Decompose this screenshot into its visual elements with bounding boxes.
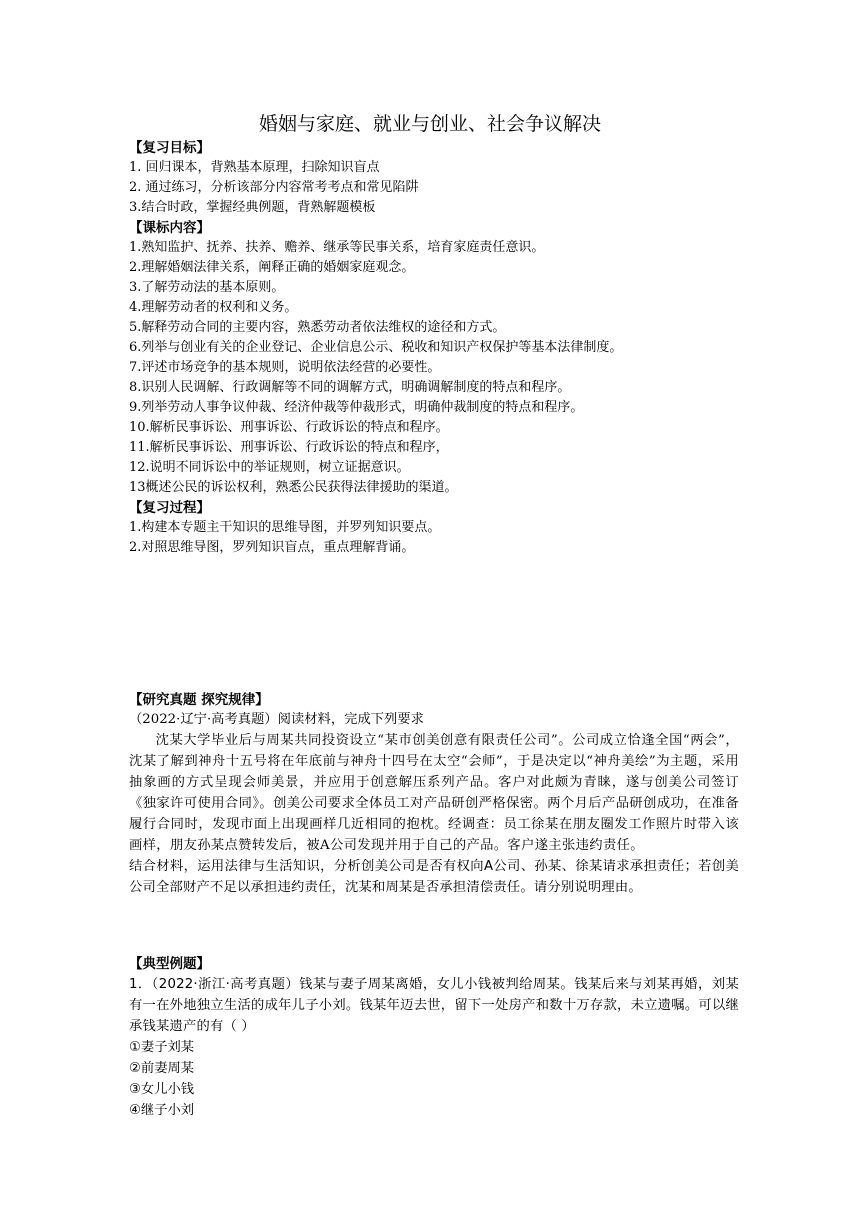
option-item: ①妻子刘某 — [129, 1040, 195, 1055]
process-item: 2.对照思维导图，罗列知识盲点，重点理解背诵。 — [129, 540, 415, 555]
curriculum-item: 1.熟知监护、抚养、扶养、赡养、继承等民事关系，培育家庭责任意识。 — [129, 240, 545, 255]
research-question: 结合材料，运用法律与生活知识，分析创美公司是否有权向A公司、孙某、徐某请求承担责任；若创美公司全部财产不足以承担违约责任，沈某和周某是否承担清偿责任。请分别说明理由。 — [129, 859, 739, 895]
curriculum-item: 8.识别人民调解、行政调解等不同的调解方式，明确调解制度的特点和程序。 — [129, 380, 571, 395]
curriculum-item: 7.评述市场竞争的基本规则，说明依法经营的必要性。 — [129, 360, 441, 375]
curriculum-item: 6.列举与创业有关的企业登记、企业信息公示、税收和知识产权保护等基本法律制度。 — [129, 340, 623, 355]
example-question-stem: 1．（2022·浙江·高考真题）钱某与妻子周某离婚，女儿小钱被判给周某。钱某后来与刘某再婚，刘某有一在外地独立生活的成年儿子小刘。钱某年迈去世，留下一处房产和数十万存款，未立遗嘱。可以继承钱某遗产的有（ ） — [129, 977, 739, 1034]
curriculum-item: 5.解释劳动合同的主要内容，熟悉劳动者依法维权的途径和方式。 — [129, 320, 506, 335]
objective-item: 3.结合时政，掌握经典例题，背熟解题模板 — [129, 200, 376, 215]
examples-section — [129, 954, 739, 1121]
process-item: 1.构建本专题主干知识的思维导图，并罗列知识要点。 — [129, 520, 441, 535]
objective-item: 1. 回归课本，背熟基本原理，扫除知识盲点 — [129, 160, 380, 175]
curriculum-item: 12.说明不同诉讼中的举证规则，树立证据意识。 — [129, 460, 410, 475]
curriculum-item: 11.解析民事诉讼、刑事诉讼、行政诉讼的特点和程序， — [129, 440, 449, 455]
curriculum-heading: 【课标内容】 — [129, 220, 210, 236]
option-item: ③女儿小钱 — [129, 1082, 195, 1097]
objective-item: 2. 通过练习，分析该部分内容常考考点和常见陷阱 — [129, 180, 419, 195]
research-section — [129, 690, 739, 898]
option-item: ④继子小刘 — [129, 1103, 195, 1118]
research-source: （2022·辽宁·高考真题）阅读材料，完成下列要求 — [129, 712, 424, 727]
curriculum-item: 10.解析民事诉讼、刑事诉讼、行政诉讼的特点和程序。 — [129, 420, 449, 435]
curriculum-item: 3.了解劳动法的基本原则。 — [129, 280, 285, 295]
objectives-section — [129, 138, 739, 558]
curriculum-item: 4.理解劳动者的权利和义务。 — [129, 300, 298, 315]
option-item: ②前妻周某 — [129, 1061, 195, 1076]
research-material: 沈某大学毕业后与周某共同投资设立“某市创美创意有限责任公司”。公司成立恰逢全国“两会”，沈某了解到神舟十五号将在年底前与神舟十四号在太空“会师”，于是决定以“神舟美绘”为主题，采用抽象画的方式呈现会师美景，并应用于创意解压系列产品。客户对此颇为青睐，遂与创美公司签订《独家许可使用合同》。创美公司要求全体员工对产品研创严格保密。两个月后产品研创成功，在准备履行合同时，发现市面上出现画样几近相同的抱枕。经调查：员工徐某在朋友圈发工作照片时带入该画样，朋友孙某点赞转发后，被A公司发现并用于自己的产品。客户遂主张违约责任。 — [129, 733, 739, 853]
document-title: 婚姻与家庭、就业与创业、社会争议解决 — [258, 113, 601, 135]
curriculum-item: 13概述公民的诉讼权利，熟悉公民获得法律援助的渠道。 — [129, 480, 458, 495]
curriculum-item: 9.列举劳动人事争议仲裁、经济仲裁等仲裁形式，明确仲裁制度的特点和程序。 — [129, 400, 584, 415]
curriculum-item: 2.理解婚姻法律关系，阐释正确的婚姻家庭观念。 — [129, 260, 415, 275]
examples-heading: 【典型例题】 — [129, 956, 210, 972]
process-heading: 【复习过程】 — [129, 500, 210, 516]
objectives-heading: 【复习目标】 — [129, 140, 210, 156]
research-heading: 【研究真题 探究规律】 — [129, 692, 269, 708]
